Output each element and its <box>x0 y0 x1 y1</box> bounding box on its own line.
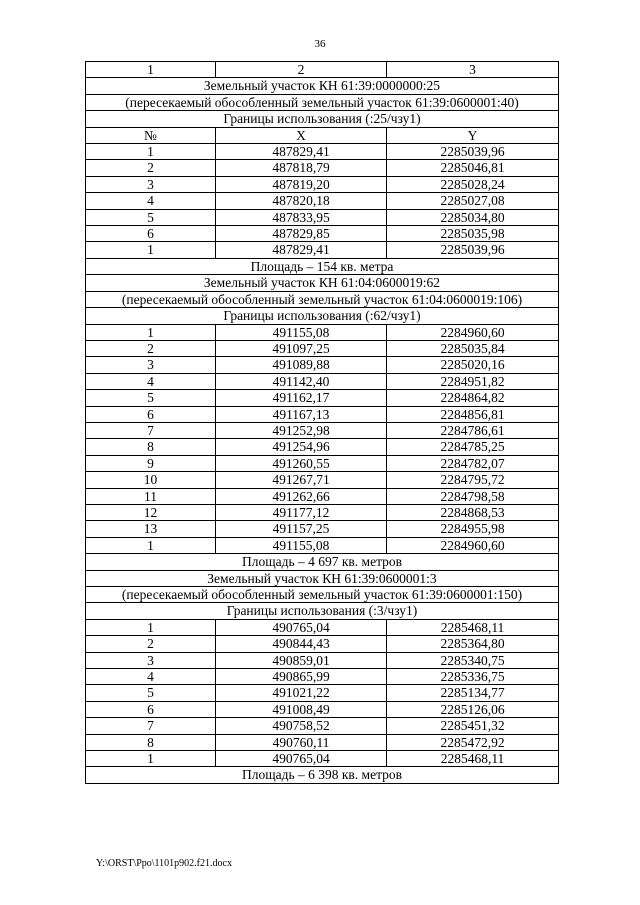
usage-boundary-label: Границы использования (:62/чзу1) <box>86 308 559 324</box>
usage-boundary-row <box>86 308 559 324</box>
point-number: 7 <box>86 422 216 438</box>
x-coordinate: 491177,12 <box>216 504 387 520</box>
x-coordinate: 487829,41 <box>216 242 387 258</box>
x-coordinate: 491262,66 <box>216 488 387 504</box>
coordinate-row <box>86 193 559 209</box>
x-coordinate: 491252,98 <box>216 422 387 438</box>
coordinate-row <box>86 226 559 242</box>
x-coordinate: 491267,71 <box>216 472 387 488</box>
point-number: 3 <box>86 357 216 373</box>
parcel-area: Площадь – 154 кв. метра <box>86 258 559 274</box>
parcel-title-row <box>86 78 559 94</box>
point-number: 8 <box>86 734 216 750</box>
y-coordinate: 2285035,84 <box>387 340 559 356</box>
point-number: 1 <box>86 751 216 767</box>
x-coordinate: 491167,13 <box>216 406 387 422</box>
x-coordinate: 491162,17 <box>216 390 387 406</box>
coordinate-row <box>86 242 559 258</box>
x-coordinate: 491155,08 <box>216 324 387 340</box>
coordinate-row <box>86 521 559 537</box>
x-coordinate: 491155,08 <box>216 537 387 553</box>
point-number: 2 <box>86 340 216 356</box>
point-number: 9 <box>86 455 216 471</box>
coordinate-row <box>86 406 559 422</box>
x-coordinate: 490859,01 <box>216 652 387 668</box>
point-number: 6 <box>86 701 216 717</box>
point-number: 4 <box>86 373 216 389</box>
x-coordinate: 491008,49 <box>216 701 387 717</box>
x-coordinate: 487833,95 <box>216 209 387 225</box>
y-coordinate: 2284856,81 <box>387 406 559 422</box>
coordinate-row <box>86 209 559 225</box>
y-coordinate: 2285472,92 <box>387 734 559 750</box>
point-number: 1 <box>86 619 216 635</box>
coordinate-row <box>86 422 559 438</box>
x-coordinate: 490765,04 <box>216 751 387 767</box>
parcel-subtitle-row <box>86 94 559 110</box>
point-number: 8 <box>86 439 216 455</box>
point-number: 12 <box>86 504 216 520</box>
y-coordinate: 2285126,06 <box>387 701 559 717</box>
coordinate-row <box>86 504 559 520</box>
point-number: 5 <box>86 685 216 701</box>
point-number: 6 <box>86 226 216 242</box>
y-coordinate: 2285134,77 <box>387 685 559 701</box>
x-coordinate: 491254,96 <box>216 439 387 455</box>
x-coordinate: 490865,99 <box>216 669 387 685</box>
coordinate-row <box>86 701 559 717</box>
area-row <box>86 554 559 570</box>
parcel-title: Земельный участок КН 61:39:0000000:25 <box>86 78 559 94</box>
point-number: 13 <box>86 521 216 537</box>
x-coordinate: 491089,88 <box>216 357 387 373</box>
coordinates-table <box>85 61 559 784</box>
y-coordinate: 2285340,75 <box>387 652 559 668</box>
coordinate-row <box>86 734 559 750</box>
y-coordinate: 2285020,16 <box>387 357 559 373</box>
point-number-header: № <box>86 127 216 143</box>
x-coordinate: 490760,11 <box>216 734 387 750</box>
area-row <box>86 767 559 783</box>
coordinate-row <box>86 357 559 373</box>
parcel-title-row <box>86 570 559 586</box>
coordinate-row <box>86 340 559 356</box>
coordinate-row <box>86 619 559 635</box>
y-coordinate: 2285027,08 <box>387 193 559 209</box>
coordinate-row <box>86 472 559 488</box>
footer-file-path: Y:\ORST\Ppo\1101p902.f21.docx <box>96 858 232 869</box>
point-number: 11 <box>86 488 216 504</box>
y-coordinate: 2285468,11 <box>387 619 559 635</box>
point-number: 2 <box>86 636 216 652</box>
point-number: 2 <box>86 160 216 176</box>
y-coordinate: 2285028,24 <box>387 176 559 192</box>
coordinate-row <box>86 488 559 504</box>
y-coordinate: 2285035,98 <box>387 226 559 242</box>
column-number-row <box>86 62 559 78</box>
point-number: 4 <box>86 193 216 209</box>
x-coordinate: 491260,55 <box>216 455 387 471</box>
coordinate-row <box>86 718 559 734</box>
column-number-1: 1 <box>86 62 216 78</box>
parcel-title: Земельный участок КН 61:04:0600019:62 <box>86 275 559 291</box>
point-number: 1 <box>86 537 216 553</box>
parcel-subtitle: (пересекаемый обособленный земельный участок 61:04:0600019:106) <box>86 291 559 307</box>
coordinate-row <box>86 176 559 192</box>
coordinate-row <box>86 324 559 340</box>
y-coordinate: 2285039,96 <box>387 144 559 160</box>
parcel-area: Площадь – 6 398 кв. метров <box>86 767 559 783</box>
y-coordinate: 2284951,82 <box>387 373 559 389</box>
x-coordinate: 487820,18 <box>216 193 387 209</box>
y-coordinate: 2284955,98 <box>387 521 559 537</box>
x-coordinate: 491021,22 <box>216 685 387 701</box>
y-coordinate: 2285034,80 <box>387 209 559 225</box>
y-coordinate: 2285046,81 <box>387 160 559 176</box>
y-coordinate: 2285468,11 <box>387 751 559 767</box>
coordinate-row <box>86 455 559 471</box>
point-number: 1 <box>86 144 216 160</box>
x-coordinate: 487818,79 <box>216 160 387 176</box>
x-coordinate: 490758,52 <box>216 718 387 734</box>
usage-boundary-label: Границы использования (:3/чзу1) <box>86 603 559 619</box>
point-number: 6 <box>86 406 216 422</box>
point-number: 1 <box>86 242 216 258</box>
y-coordinate: 2284864,82 <box>387 390 559 406</box>
y-coordinate: 2285336,75 <box>387 669 559 685</box>
point-number: 7 <box>86 718 216 734</box>
y-coordinate: 2284868,53 <box>387 504 559 520</box>
coordinate-row <box>86 636 559 652</box>
y-coordinate: 2284785,25 <box>387 439 559 455</box>
column-number-2: 2 <box>216 62 387 78</box>
parcel-area: Площадь – 4 697 кв. метров <box>86 554 559 570</box>
point-number: 3 <box>86 652 216 668</box>
coordinate-row <box>86 751 559 767</box>
x-coordinate: 487829,85 <box>216 226 387 242</box>
x-coordinate: 487829,41 <box>216 144 387 160</box>
y-coordinate: 2284782,07 <box>387 455 559 471</box>
y-coordinate: 2284786,61 <box>387 422 559 438</box>
point-number: 10 <box>86 472 216 488</box>
point-number: 3 <box>86 176 216 192</box>
parcel-title-row <box>86 275 559 291</box>
coordinate-row <box>86 439 559 455</box>
y-coordinate: 2284960,60 <box>387 537 559 553</box>
parcel-subtitle: (пересекаемый обособленный земельный участок 61:39:0600001:40) <box>86 94 559 110</box>
y-coordinate: 2285364,80 <box>387 636 559 652</box>
x-coordinate: 491142,40 <box>216 373 387 389</box>
y-header: Y <box>387 127 559 143</box>
coordinate-row <box>86 144 559 160</box>
point-number: 5 <box>86 209 216 225</box>
x-coordinate: 491157,25 <box>216 521 387 537</box>
parcel-subtitle: (пересекаемый обособленный земельный участок 61:39:0600001:150) <box>86 587 559 603</box>
point-number: 4 <box>86 669 216 685</box>
coordinate-row <box>86 537 559 553</box>
x-coordinate: 490844,43 <box>216 636 387 652</box>
coordinate-row <box>86 669 559 685</box>
usage-boundary-row <box>86 603 559 619</box>
coordinate-row <box>86 652 559 668</box>
page-number: 36 <box>314 38 326 50</box>
y-coordinate: 2285451,32 <box>387 718 559 734</box>
column-number-3: 3 <box>387 62 559 78</box>
coordinate-row <box>86 160 559 176</box>
usage-boundary-row <box>86 111 559 127</box>
y-coordinate: 2284960,60 <box>387 324 559 340</box>
y-coordinate: 2285039,96 <box>387 242 559 258</box>
parcel-subtitle-row <box>86 291 559 307</box>
x-header: X <box>216 127 387 143</box>
y-coordinate: 2284798,58 <box>387 488 559 504</box>
parcel-subtitle-row <box>86 587 559 603</box>
x-coordinate: 491097,25 <box>216 340 387 356</box>
table-body <box>86 62 559 784</box>
x-coordinate: 490765,04 <box>216 619 387 635</box>
coordinate-header-row <box>86 127 559 143</box>
point-number: 5 <box>86 390 216 406</box>
usage-boundary-label: Границы использования (:25/чзу1) <box>86 111 559 127</box>
coordinate-row <box>86 685 559 701</box>
parcel-title: Земельный участок КН 61:39:0600001:3 <box>86 570 559 586</box>
x-coordinate: 487819,20 <box>216 176 387 192</box>
area-row <box>86 258 559 274</box>
coordinate-row <box>86 373 559 389</box>
y-coordinate: 2284795,72 <box>387 472 559 488</box>
coordinate-row <box>86 390 559 406</box>
point-number: 1 <box>86 324 216 340</box>
